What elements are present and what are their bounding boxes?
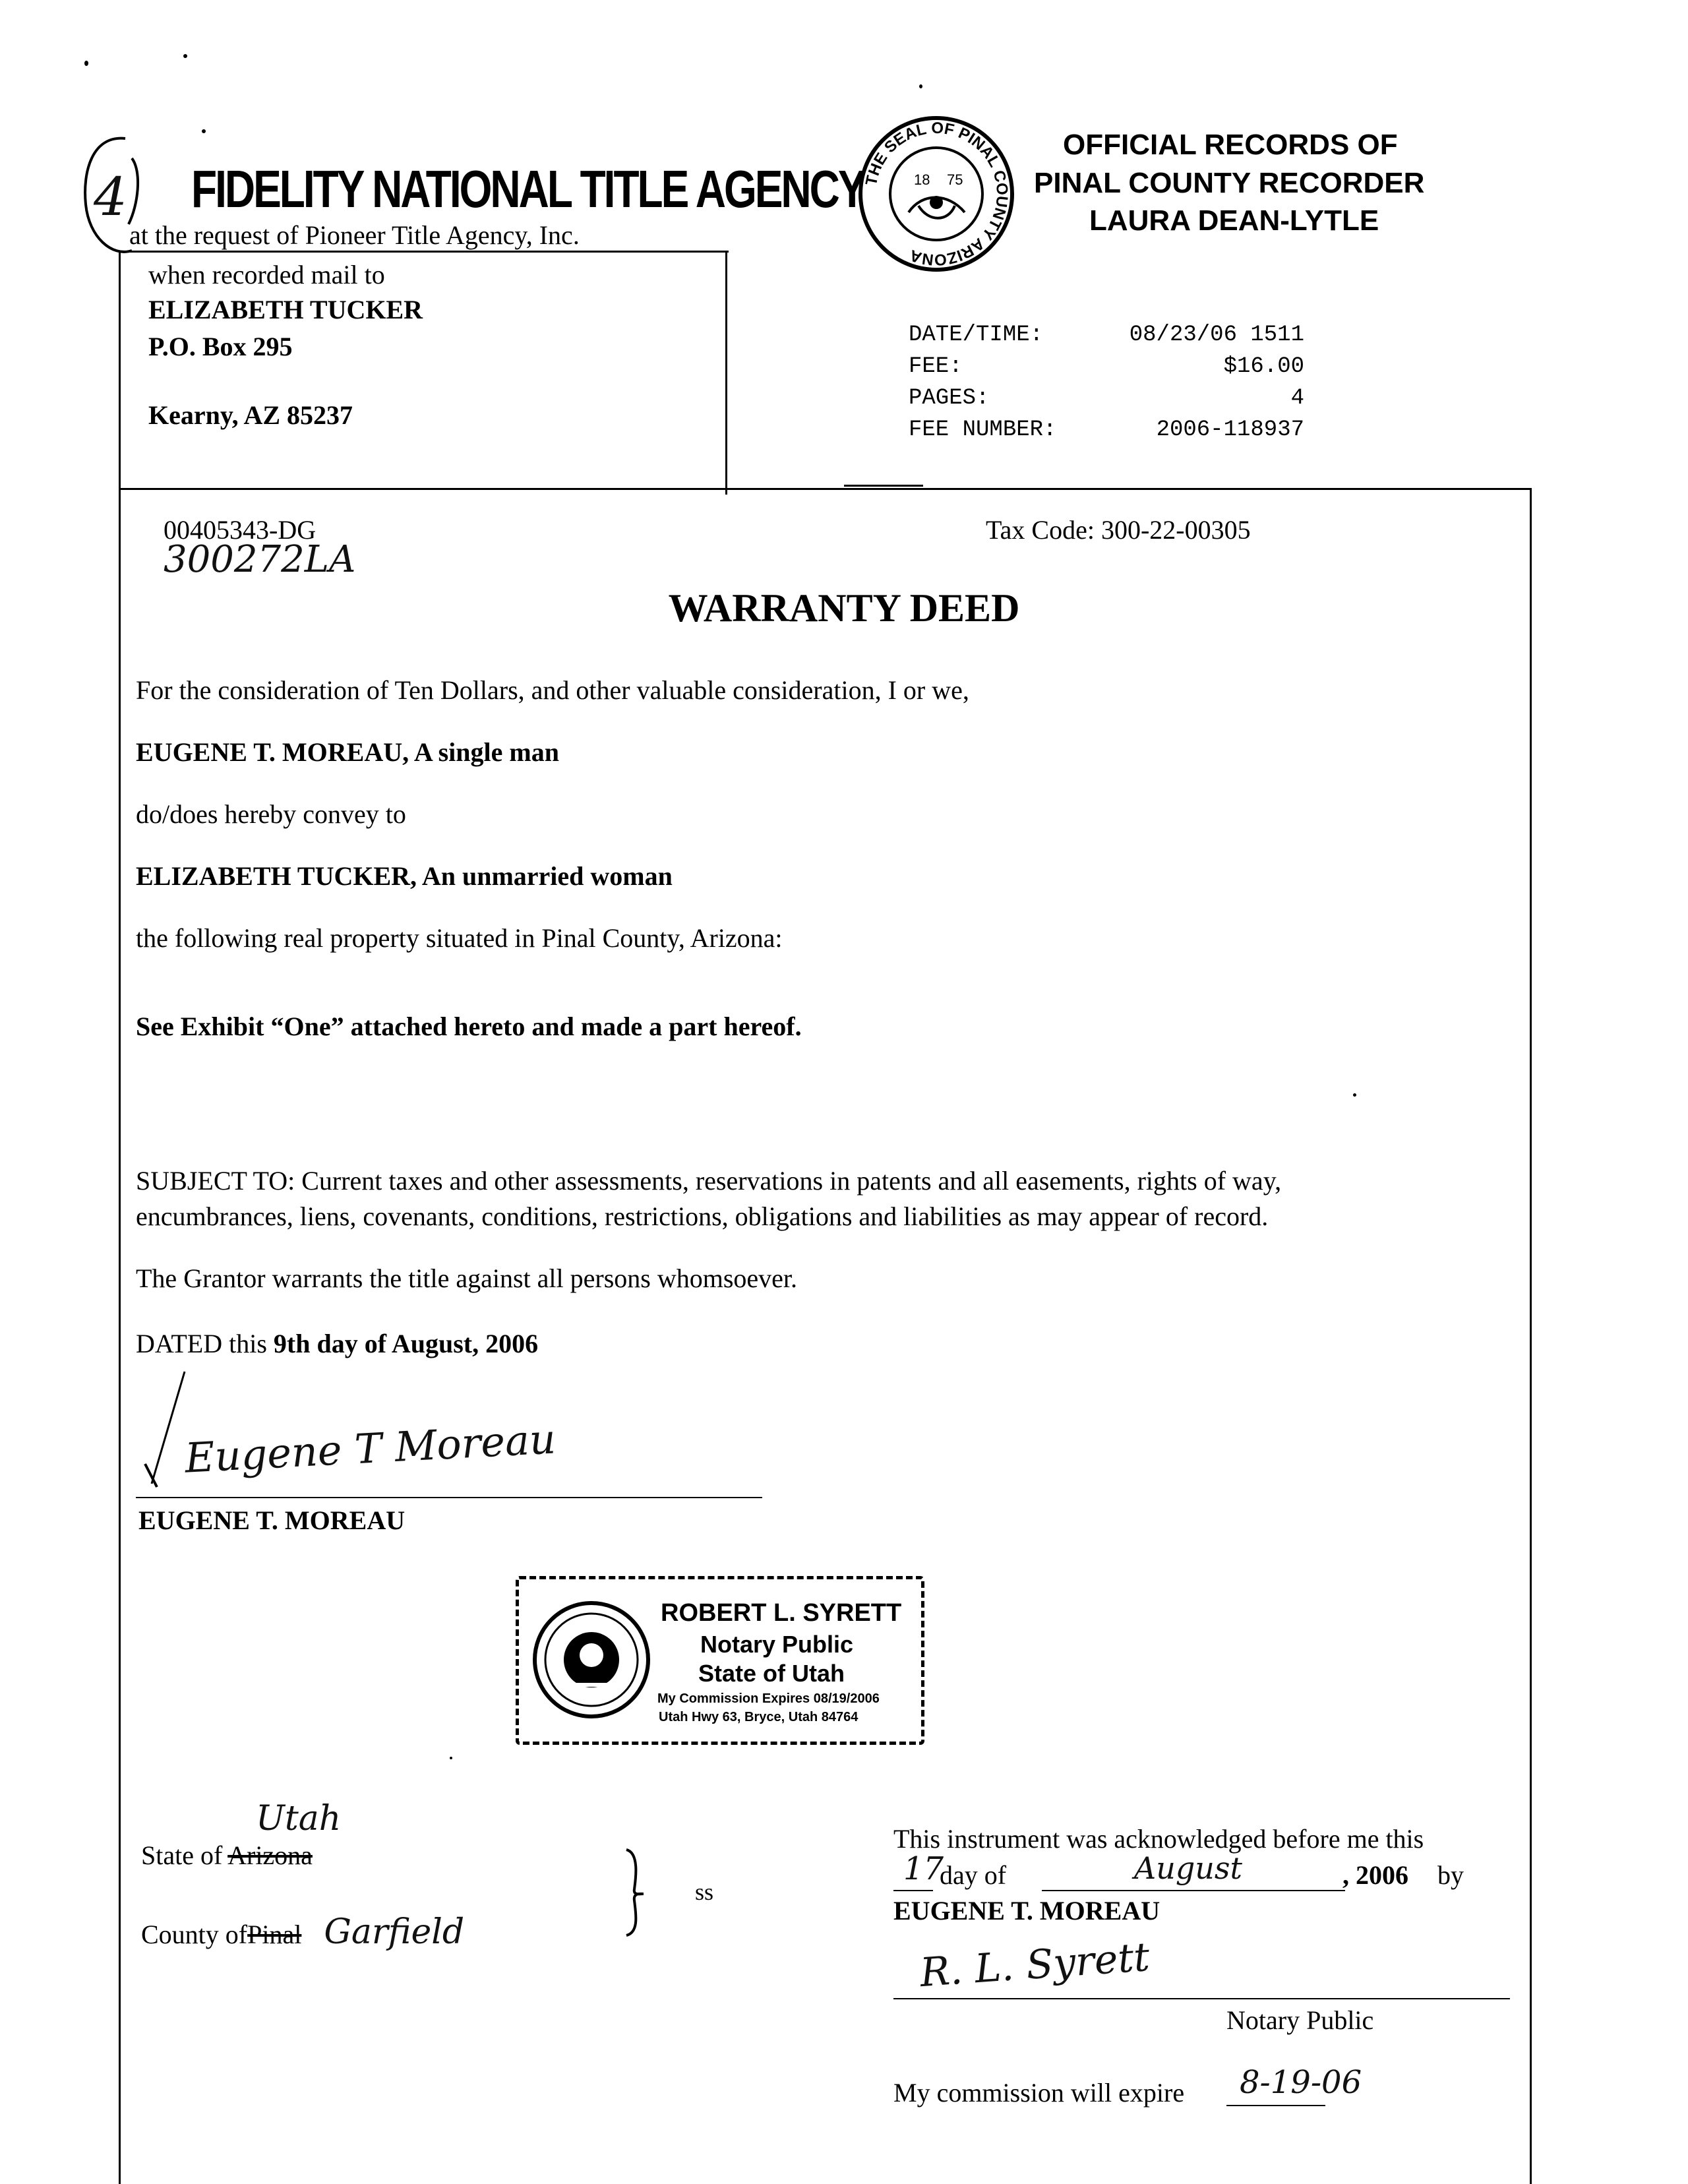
venue-ss: ss — [695, 1879, 714, 1905]
notary-label: Notary Public — [1226, 2005, 1374, 2035]
notary-stamp-state: State of Utah — [698, 1660, 845, 1687]
notary-stamp-commission: My Commission Expires 08/19/2006 — [657, 1691, 880, 1706]
mail-to-name: ELIZABETH TUCKER — [148, 295, 423, 324]
venue-brace — [621, 1846, 648, 1939]
fee-number-value: 2006-118937 — [1156, 417, 1304, 442]
commission-label: My commission will expire — [893, 2078, 1185, 2108]
ack-by: by — [1437, 1860, 1464, 1890]
fee-label: FEE: — [909, 354, 963, 379]
grantor-signature-text: Eugene T Moreau — [183, 1414, 557, 1482]
subject-line-1: SUBJECT TO: Current taxes and other assessments, reservations in patents and all easements, rights of way, — [136, 1166, 1282, 1196]
notary-stamp-name: ROBERT L. SYRETT — [661, 1599, 902, 1627]
county-seal — [856, 113, 1017, 275]
datetime-value: 08/23/06 1511 — [1129, 322, 1304, 348]
seal-ring-text: THE SEAL OF PINAL COUNTY ARIZONA — [862, 119, 1011, 269]
consideration-text: For the consideration of Ten Dollars, and other valuable consideration, I or we, — [136, 675, 969, 705]
venue-state — [141, 1840, 313, 1871]
mail-to-city: Kearny, AZ 85237 — [148, 400, 353, 430]
commission-underline — [1226, 2105, 1325, 2106]
mail-box-left — [119, 251, 121, 495]
dated-prefix: DATED this — [136, 1329, 274, 1358]
recorder-line3: LAURA DEAN-LYTLE — [1089, 204, 1379, 237]
mail-to-box: P.O. Box 295 — [148, 332, 293, 361]
ack-line1: This instrument was acknowledged before me this — [893, 1824, 1424, 1854]
commission-date: 8-19-06 — [1240, 2064, 1362, 2101]
seal-year-right: 75 — [947, 171, 963, 188]
deed-title: WARRANTY DEED — [668, 586, 1020, 630]
property-text: the following real property situated in Pinal County, Arizona: — [136, 923, 783, 953]
convey-text: do/does hereby convey to — [136, 799, 406, 829]
pages-value: 4 — [1290, 386, 1304, 411]
brace-icon — [621, 1846, 648, 1939]
tax-code: Tax Code: 300-22-00305 — [986, 515, 1251, 545]
datetime-label: DATE/TIME: — [909, 322, 1044, 348]
pages-label: PAGES: — [909, 386, 990, 411]
ack-month: August — [1134, 1850, 1243, 1886]
mail-to-label: when recorded mail to — [148, 260, 385, 289]
ack-day-underline — [893, 1890, 933, 1891]
county-handwritten: Garfield — [324, 1912, 465, 1952]
notary-stamp-title: Notary Public — [700, 1631, 854, 1658]
order-number: 00405343-DG — [164, 515, 316, 545]
grantee-text: ELIZABETH TUCKER, An unmarried woman — [136, 861, 673, 891]
dated-value: 9th day of August, 2006 — [273, 1329, 539, 1358]
grantor-signature-line — [136, 1497, 762, 1498]
dated-line — [136, 1328, 538, 1359]
state-label: State of — [141, 1840, 223, 1870]
seal-year-left: 18 — [914, 171, 930, 188]
notary-seal-icon — [531, 1599, 653, 1721]
warranty-text: The Grantor warrants the title against all persons whomsoever. — [136, 1263, 798, 1293]
notary-seal — [531, 1599, 653, 1721]
ack-name: EUGENE T. MOREAU — [893, 1896, 1160, 1926]
state-handwritten: Utah — [256, 1799, 342, 1838]
scan-streak — [844, 485, 923, 487]
county-struck: Pinal — [247, 1920, 302, 1949]
exhibit-text: See Exhibit “One” attached hereto and made a part hereof. — [136, 1012, 802, 1041]
scan-speck — [919, 84, 922, 88]
frame-top — [119, 488, 1531, 490]
grantor-signature — [138, 1365, 771, 1497]
scan-speck — [202, 129, 206, 133]
grantor-text: EUGENE T. MOREAU, A single man — [136, 737, 559, 767]
grantor-signer-name: EUGENE T. MOREAU — [138, 1505, 406, 1535]
fee-value: $16.00 — [1223, 354, 1304, 379]
state-struck: Arizona — [227, 1840, 313, 1870]
scan-speck — [450, 1757, 452, 1759]
venue-county — [141, 1912, 464, 1952]
ack-day-of: day of — [940, 1860, 1007, 1890]
county-seal-icon — [856, 113, 1017, 275]
circled-number-text: 4 — [94, 166, 127, 228]
scan-speck — [183, 54, 187, 58]
ack-day: 17 — [903, 1850, 944, 1887]
scan-speck — [84, 61, 88, 66]
notary-stamp-address: Utah Hwy 63, Bryce, Utah 84764 — [659, 1710, 859, 1724]
recorder-line1: OFFICIAL RECORDS OF — [1063, 129, 1398, 161]
recorder-line2: PINAL COUNTY RECORDER — [1034, 167, 1425, 199]
notary-signature: R. L. Syrett — [918, 1933, 1151, 1997]
scan-speck — [1353, 1093, 1356, 1097]
mail-box-top — [119, 251, 729, 253]
fee-number-label: FEE NUMBER: — [909, 417, 1057, 442]
notary-signature-line — [893, 1998, 1510, 1999]
handwritten-code: 300272LA — [164, 538, 356, 581]
mail-box-right — [725, 251, 727, 495]
notary-stamp — [516, 1576, 924, 1745]
agency-name: FIDELITY NATIONAL TITLE AGENCY — [191, 159, 864, 219]
agency-request-line: at the request of Pioneer Title Agency, Inc. — [129, 220, 580, 250]
subject-line-2: encumbrances, liens, covenants, conditions, restrictions, obligations and liabilities as may appear of record. — [136, 1201, 1269, 1231]
frame-right — [1530, 488, 1532, 2184]
ack-month-underline — [1042, 1890, 1345, 1891]
frame-left — [119, 488, 121, 2184]
county-label: County of — [141, 1920, 248, 1949]
recording-info — [909, 319, 1304, 446]
ack-year: , 2006 — [1342, 1860, 1408, 1890]
